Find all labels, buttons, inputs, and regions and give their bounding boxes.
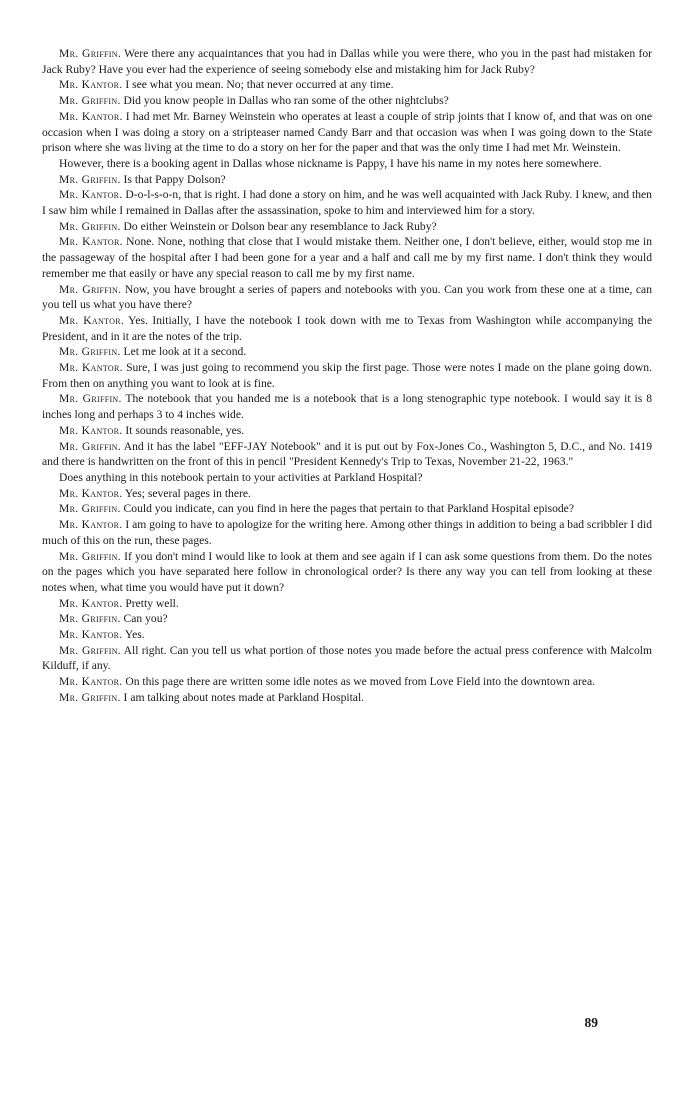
speaker-label: Mr. Kantor. <box>59 486 123 500</box>
speaker-label: Mr. Griffin. <box>59 439 122 453</box>
transcript-paragraph <box>42 77 652 93</box>
speaker-label: Mr. Kantor. <box>59 313 125 327</box>
speaker-label: Mr. Kantor. <box>59 78 123 92</box>
speaker-label: Mr. Kantor. <box>59 628 123 642</box>
paragraph-text: Pretty well. <box>122 596 179 610</box>
paragraph-text: The notebook that you handed me is a notebook that is a long stenographic type notebook. I would say it is 8 inches long and perhaps 3 to 4 inches wide. <box>42 392 652 422</box>
transcript-paragraph <box>42 234 652 281</box>
speaker-label: Mr. Griffin. <box>59 549 121 563</box>
transcript-paragraph <box>42 282 652 313</box>
transcript-paragraph <box>42 596 652 612</box>
speaker-label: Mr. Griffin. <box>59 219 121 233</box>
paragraph-text: On this page there are written some idle notes as we moved from Love Field into the downtown area. <box>122 675 596 689</box>
paragraph-text: I see what you mean. No; that never occurred at any time. <box>122 78 394 92</box>
transcript-paragraph <box>42 156 652 172</box>
transcript-paragraph <box>42 219 652 235</box>
transcript-body <box>42 46 652 706</box>
speaker-label: Mr. Kantor. <box>59 235 123 249</box>
transcript-paragraph <box>42 549 652 596</box>
paragraph-text: Does anything in this notebook pertain to your activities at Parkland Hospital? <box>59 470 423 484</box>
speaker-label: Mr. Griffin. <box>59 502 121 516</box>
transcript-paragraph <box>42 517 652 548</box>
speaker-label: Mr. Griffin. <box>59 345 121 359</box>
transcript-paragraph <box>42 439 652 470</box>
paragraph-text: And it has the label "EFF-JAY Notebook" and it is put out by Fox-Jones Co., Washington 5, D.C., and No. 1419 and there is handwritten on the front of this in pencil "President Kennedy's Trip to Texas, November 21-22, 1963." <box>42 439 652 469</box>
transcript-paragraph <box>42 627 652 643</box>
transcript-paragraph <box>42 172 652 188</box>
transcript-paragraph <box>42 643 652 674</box>
paragraph-text: Is that Pappy Dolson? <box>120 172 226 186</box>
paragraph-text: I am talking about notes made at Parkland Hospital. <box>120 690 365 704</box>
transcript-paragraph <box>42 674 652 690</box>
transcript-paragraph <box>42 423 652 439</box>
transcript-paragraph <box>42 470 652 486</box>
transcript-paragraph <box>42 93 652 109</box>
transcript-paragraph <box>42 391 652 422</box>
paragraph-text: Can you? <box>120 612 168 626</box>
speaker-label: Mr. Griffin. <box>59 47 122 60</box>
paragraph-text: Yes. <box>122 628 145 642</box>
paragraph-text: However, there is a booking agent in Dallas whose nickname is Pappy, I have his name in my notes here somewhere. <box>59 156 602 170</box>
transcript-paragraph <box>42 611 652 627</box>
paragraph-text: All right. Can you tell us what portion of those notes you made before the actual press conference with Malcolm Kilduff, if any. <box>42 643 652 673</box>
speaker-label: Mr. Griffin. <box>59 282 122 296</box>
transcript-paragraph <box>42 313 652 344</box>
transcript-paragraph <box>42 486 652 502</box>
speaker-label: Mr. Griffin. <box>59 392 122 406</box>
paragraph-text: None. None, nothing that close that I would mistake them. Neither one, I don't believe, either, would stop me in the passageway of the hospital after I had been gone for a year and a half and call me by my first name. I don't think they would remember me that easily or have any special reason to call me by my first name. <box>42 235 652 280</box>
paragraph-text: Do either Weinstein or Dolson bear any resemblance to Jack Ruby? <box>120 219 437 233</box>
speaker-label: Mr. Kantor. <box>59 188 123 202</box>
paragraph-text: I had met Mr. Barney Weinstein who operates at least a couple of strip joints that I know of, and that was on one occasion when I was doing a story on a stripteaser named Candy Barr and that occasion was when I was going down to the State prison where she was living at the time to do a story on her for the paper and that was the only time I had met Mr. Weinstein. <box>42 109 652 155</box>
speaker-label: Mr. Griffin. <box>59 612 121 626</box>
speaker-label: Mr. Griffin. <box>59 172 121 186</box>
transcript-paragraph <box>42 501 652 517</box>
paragraph-text: Could you indicate, can you find in here the pages that pertain to that Parkland Hospital episode? <box>120 502 574 516</box>
speaker-label: Mr. Kantor. <box>59 518 123 532</box>
paragraph-text: Were there any acquaintances that you had in Dallas while you were there, who you in the past had mistaken for Jack Ruby? Have you ever had the experience of seeing somebody else and mistaking him for Jack Ruby? <box>42 47 653 76</box>
paragraph-text: D-o-l-s-o-n, that is right. I had done a story on him, and he was well acquainted with Jack Ruby. I knew, and then I saw him while I remained in Dallas after the assassination, spoke to him and interviewed him for a story. <box>42 188 652 218</box>
paragraph-text: Now, you have brought a series of papers and notebooks with you. Can you work from these one at a time, can you tell us what you have there? <box>42 282 652 312</box>
transcript-paragraph <box>42 360 652 391</box>
speaker-label: Mr. Kantor. <box>59 109 123 123</box>
paragraph-text: Yes. Initially, I have the notebook I took down with me to Texas from Washington while accompanying the President, and in it are the notes of the trip. <box>42 313 652 343</box>
transcript-paragraph <box>42 344 652 360</box>
speaker-label: Mr. Kantor. <box>59 423 123 437</box>
speaker-label: Mr. Griffin. <box>59 643 122 657</box>
transcript-paragraph <box>42 690 652 706</box>
transcript-paragraph <box>42 109 652 156</box>
paragraph-text: Let me look at it a second. <box>120 345 247 359</box>
paragraph-text: If you don't mind I would like to look at them and see again if I can ask some questions from them. Do the notes on the pages which you have separated here follow in chronological order? Is there any way you can tell from looking at these notes when, what time you would have put it down? <box>42 549 652 594</box>
paragraph-text: It sounds reasonable, yes. <box>122 423 245 437</box>
paragraph-text: I am going to have to apologize for the writing here. Among other things in addition to being a bad scribbler I did much of this on the run, these pages. <box>42 518 652 547</box>
speaker-label: Mr. Kantor. <box>59 675 123 689</box>
speaker-label: Mr. Kantor. <box>59 361 123 375</box>
transcript-paragraph <box>42 46 652 77</box>
speaker-label: Mr. Griffin. <box>59 690 121 704</box>
page-number: 89 <box>584 1015 598 1030</box>
paragraph-text: Sure, I was just going to recommend you skip the first page. Those were notes I made on the plane going down. From then on anything you want to look at is fine. <box>42 361 652 390</box>
speaker-label: Mr. Griffin. <box>59 94 121 108</box>
transcript-paragraph <box>42 187 652 218</box>
speaker-label: Mr. Kantor. <box>59 596 123 610</box>
paragraph-text: Did you know people in Dallas who ran some of the other nightclubs? <box>120 94 449 108</box>
paragraph-text: Yes; several pages in there. <box>122 486 251 500</box>
